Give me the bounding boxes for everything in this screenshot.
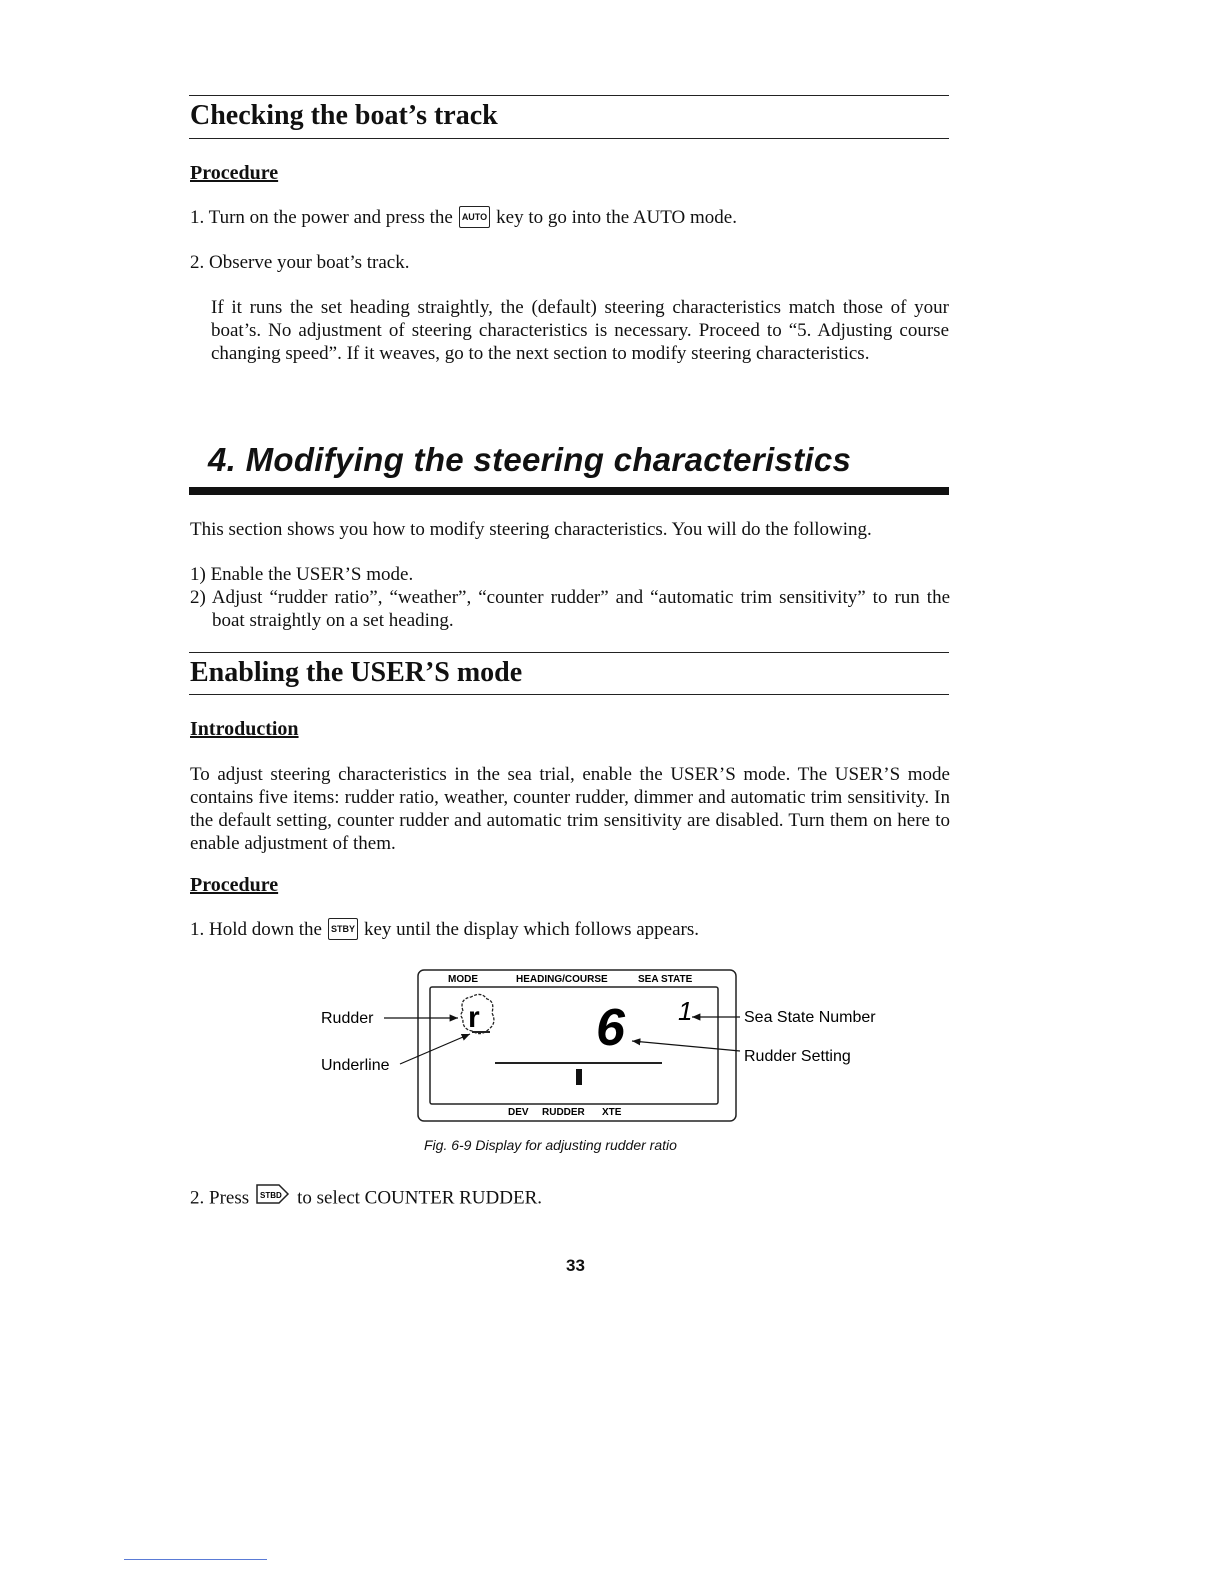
chapter-rule <box>189 487 949 495</box>
lcd-housing <box>418 970 736 1121</box>
footer-line <box>124 1559 267 1560</box>
stby-key-icon: STBY <box>328 918 358 940</box>
users-step-1 <box>190 918 699 942</box>
check-step-1 <box>190 206 737 230</box>
callout-rudder: Rudder <box>321 1010 374 1027</box>
chapter-item-2: 2) Adjust “rudder ratio”, “weather”, “counter rudder” and “automatic trim sensitivity” to run the boat straightly on a set heading. <box>190 587 950 631</box>
stbd-key-icon <box>255 1182 291 1212</box>
lcd-label-mode: MODE <box>448 974 478 985</box>
users-step-2 <box>190 1184 542 1214</box>
section-title-users-mode: Enabling the USER’S mode <box>190 657 523 688</box>
lcd-label-dev: DEV <box>508 1107 529 1118</box>
page-number: 33 <box>566 1256 585 1275</box>
callout-underline-arrow <box>400 1034 470 1064</box>
lcd-mode-char: r <box>468 1001 480 1034</box>
introduction-label: Introduction <box>190 718 299 740</box>
lcd-label-rudder: RUDDER <box>542 1107 585 1118</box>
lcd-diagram <box>300 965 920 1160</box>
section-rule-top <box>189 95 949 96</box>
step-text: 2. Press <box>190 1187 250 1209</box>
check-step-2: 2. Observe your boat’s track. <box>190 252 410 273</box>
lcd-rudder-indicator <box>576 1069 582 1085</box>
figure-caption: Fig. 6-9 Display for adjusting rudder ratio <box>424 1137 677 1153</box>
chapter-item-1: 1) Enable the USER’S mode. <box>190 564 414 585</box>
lcd-label-xte: XTE <box>602 1107 622 1118</box>
callout-sea-state: Sea State Number <box>744 1009 876 1026</box>
section-rule-bottom <box>189 694 949 695</box>
callout-rudder-setting-arrow <box>632 1041 740 1051</box>
lcd-rudder-digit: 6 <box>596 999 625 1057</box>
section-rule-top <box>189 652 949 653</box>
chapter-title: 4. Modifying the steering characteristics <box>208 441 852 478</box>
lcd-figure <box>300 965 920 1160</box>
lcd-sea-state-digit: 1 <box>678 996 693 1026</box>
step-text: key until the display which follows appears. <box>363 919 700 940</box>
section-rule-bottom <box>189 138 949 139</box>
check-paragraph: If it runs the set heading straightly, the (default) steering characteristics match those of your boat’s. No adjustment of steering characteristics is necessary. Proceed to “5. Adjusting course changing speed”. If it weaves, go to the next section to modify steering characteristics. <box>211 297 949 364</box>
section-title-checking: Checking the boat’s track <box>190 100 498 131</box>
lcd-label-sea-state: SEA STATE <box>638 974 693 985</box>
chapter-intro: This section shows you how to modify steering characteristics. You will do the following. <box>190 519 872 540</box>
step-text: 1. Turn on the power and press the <box>190 207 453 228</box>
step-text: 1. Hold down the <box>190 919 322 940</box>
svg-text:STBD: STBD <box>260 1191 282 1200</box>
callout-underline: Underline <box>321 1057 390 1074</box>
callout-rudder-setting: Rudder Setting <box>744 1048 851 1065</box>
auto-key-icon: AUTO <box>459 206 490 228</box>
step-text: key to go into the AUTO mode. <box>496 207 737 228</box>
lcd-label-heading-course: HEADING/COURSE <box>516 974 608 985</box>
procedure-label: Procedure <box>190 874 279 896</box>
procedure-label: Procedure <box>190 162 279 184</box>
introduction-paragraph: To adjust steering characteristics in the sea trial, enable the USER’S mode. The USER’S mode contains five items: rudder ratio, weather, counter rudder, dimmer and automatic trim sensitivity. In the default setting, counter rudder and automatic trim sensitivity are disabled. Turn them on here to enable adjustment of them. <box>190 764 950 854</box>
step-text: to select COUNTER RUDDER. <box>297 1187 542 1209</box>
